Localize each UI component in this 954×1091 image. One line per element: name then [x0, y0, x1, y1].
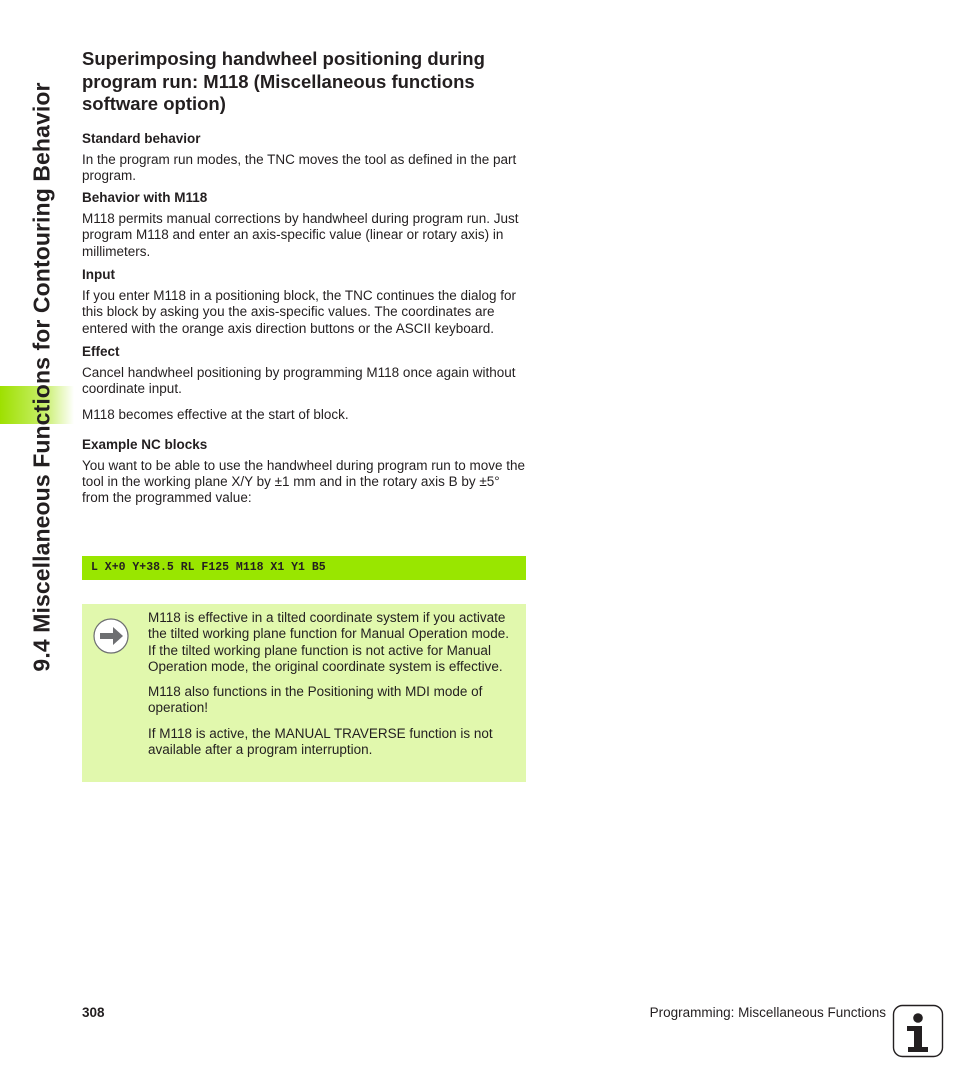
section-heading-standard-behavior: Standard behavior [82, 130, 201, 146]
section-heading-behavior-with-m118: Behavior with M118 [82, 190, 208, 206]
note-text [148, 610, 518, 758]
note-box [82, 604, 526, 782]
section-text-example-nc-blocks: You want to be able to use the handwheel during program run to move the tool in the working plane X/Y by ±1 mm and in the rotary axis B by ±5° from the programmed value: [82, 457, 526, 506]
main-content [82, 48, 526, 507]
chapter-side-title [22, 52, 62, 702]
chapter-side-title-text: 9.4 Miscellaneous Functions for Contouring Behavior [28, 82, 55, 672]
section-heading-example-nc-blocks: Example NC blocks [82, 436, 208, 452]
section-text-input: If you enter M118 in a positioning block, the TNC continues the dialog for this block by asking you the axis-specific values. The coordinates are entered with the orange axis direction buttons or the ASCII keyboard. [82, 287, 517, 336]
section-heading-input: Input [82, 266, 115, 282]
note-paragraph: M118 also functions in the Positioning with MDI mode of operation! [148, 684, 483, 716]
footer-chapter-title: Programming: Miscellaneous Functions [649, 1005, 886, 1020]
section-text-effect-2: M118 becomes effective at the start of block. [82, 407, 349, 423]
nc-code-block: L X+0 Y+38.5 RL F125 M118 X1 Y1 B5 [82, 556, 526, 580]
section-text-effect-1: Cancel handwheel positioning by programming M118 once again without coordinate input. [82, 364, 516, 397]
section-text-standard-behavior: In the program run modes, the TNC moves the tool as defined in the part program. [82, 151, 517, 183]
page-number: 308 [82, 1005, 105, 1020]
note-paragraph: If M118 is active, the MANUAL TRAVERSE function is not available after a program interruption. [148, 725, 493, 758]
page-heading: Superimposing handwheel positioning during program run: M118 (Miscellaneous functions software option) [82, 48, 485, 114]
arrow-right-icon [93, 618, 129, 654]
section-heading-effect: Effect [82, 343, 120, 359]
note-paragraph: M118 is effective in a tilted coordinate system if you activate the tilted working plane function for Manual Operation mode. If the tilted working plane function is not active for Manual Operation mode, the original coordinate system is effective. [148, 610, 509, 674]
section-text-behavior-with-m118: M118 permits manual corrections by handwheel during program run. Just program M118 and enter an axis-specific value (linear or rotary axis) in millimeters. [82, 211, 519, 259]
info-icon [892, 1004, 944, 1058]
